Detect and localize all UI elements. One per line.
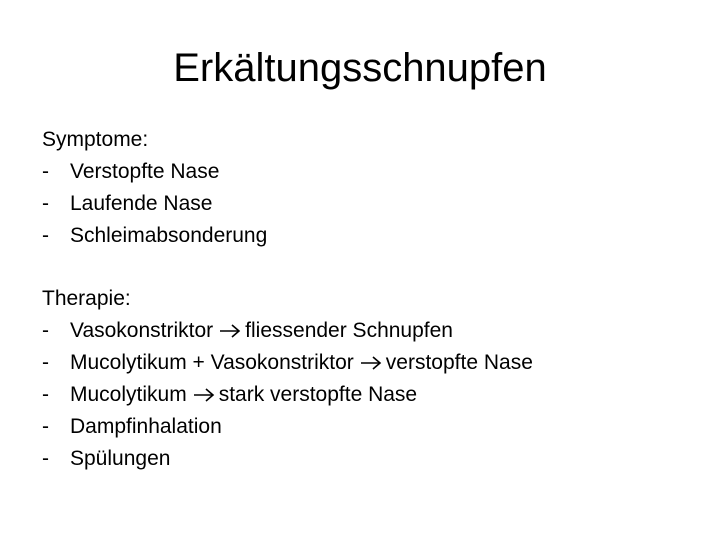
therapy-item (42, 347, 533, 379)
symptoms-section (42, 124, 267, 252)
bullet-dash: - (42, 383, 49, 406)
therapy-text: Mucolytikum (70, 383, 187, 406)
bullet-dash: - (42, 447, 49, 470)
therapy-item (42, 443, 533, 475)
therapy-result: verstopfte Nase (385, 351, 533, 374)
therapy-result: fliessender Schnupfen (245, 319, 453, 342)
symptom-text: Verstopfte Nase (70, 160, 220, 183)
therapy-text: Spülungen (70, 447, 171, 470)
therapy-result: stark verstopfte Nase (218, 383, 418, 406)
slide-title: Erkältungsschnupfen (173, 46, 547, 90)
arrow-right-icon (360, 355, 382, 371)
therapy-item (42, 379, 533, 411)
bullet-dash: - (42, 351, 49, 374)
bullet-dash: - (42, 192, 49, 215)
symptom-text: Schleimabsonderung (70, 224, 268, 247)
symptom-text: Laufende Nase (70, 192, 213, 215)
symptom-item (42, 156, 267, 188)
therapy-section (42, 283, 533, 475)
bullet-dash: - (42, 415, 49, 438)
therapy-text: Mucolytikum + Vasokonstriktor (70, 351, 354, 374)
therapy-item (42, 411, 533, 443)
arrow-right-icon (193, 387, 215, 403)
symptom-item (42, 220, 267, 252)
therapy-text: Dampfinhalation (70, 415, 222, 438)
symptoms-heading: Symptome: (42, 128, 149, 151)
therapy-text: Vasokonstriktor (70, 319, 214, 342)
symptom-item (42, 188, 267, 220)
bullet-dash: - (42, 160, 49, 183)
therapy-heading: Therapie: (42, 287, 131, 310)
bullet-dash: - (42, 319, 49, 342)
arrow-right-icon (219, 323, 241, 339)
therapy-item (42, 315, 533, 347)
bullet-dash: - (42, 224, 49, 247)
